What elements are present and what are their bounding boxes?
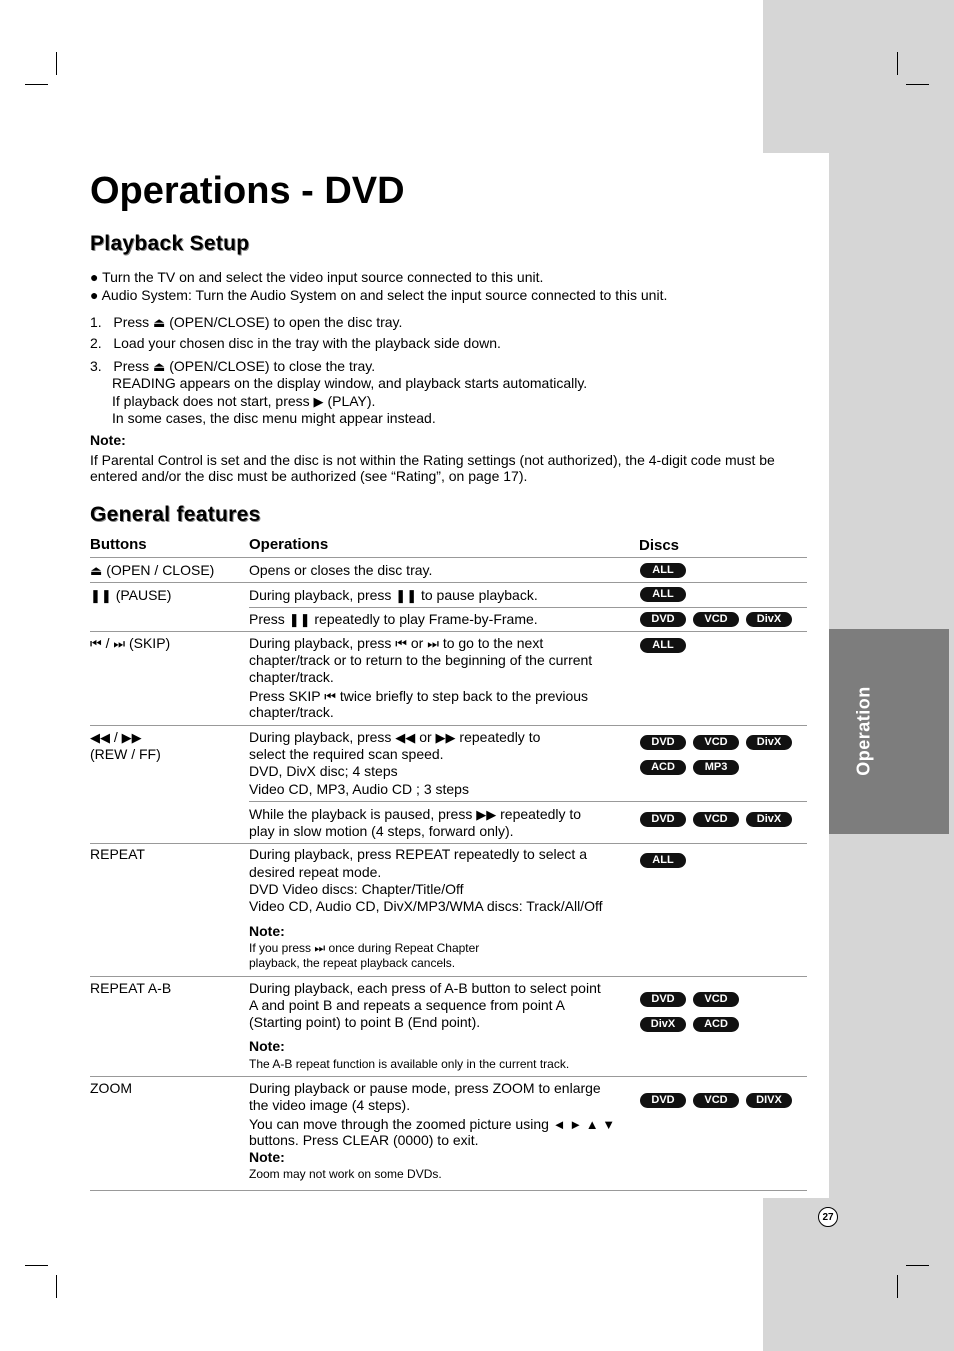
- step-3: 3. Press ⏏ (OPEN/CLOSE) to close the tray.: [90, 358, 376, 374]
- crop-mark: [56, 1275, 57, 1298]
- operation-text: During playback, press ◀◀ or ▶▶ repeatedly to: [249, 729, 541, 745]
- play-icon: ▶: [313, 394, 324, 409]
- bullet-item: ● Turn the TV on and select the video input source connected to this unit.: [90, 269, 544, 285]
- note-text: entered and/or the disc must be authorized (see “Rating”, on page 17).: [90, 468, 528, 484]
- disc-badge: VCD: [693, 612, 739, 627]
- button-rew-ff: ◀◀ / ▶▶: [90, 729, 142, 745]
- operation-text: DVD Video discs: Chapter/Title/Off: [249, 881, 464, 897]
- fast-forward-icon: ▶▶: [435, 730, 456, 745]
- button-repeat: REPEAT: [90, 846, 145, 862]
- skip-back-icon: ⏮: [324, 689, 336, 704]
- pause-icon: ❚❚: [288, 612, 311, 627]
- note-text: If Parental Control is set and the disc is not within the Rating settings (not authorized), the 4-digit code must be: [90, 452, 775, 468]
- page-title: Operations - DVD: [90, 170, 405, 212]
- operation-text: Video CD, Audio CD, DivX/MP3/WMA discs: Track/All/Off: [249, 898, 603, 914]
- disc-badge: ACD: [640, 760, 686, 775]
- table-divider: [90, 725, 807, 726]
- step-3-detail: READING appears on the display window, and playback starts automatically.: [112, 375, 588, 391]
- disc-badge: DivX: [746, 735, 792, 750]
- skip-back-icon: ⏮: [395, 636, 407, 651]
- disc-badge: DivX: [746, 812, 792, 827]
- button-pause: ❚❚ (PAUSE): [90, 587, 172, 603]
- disc-badge: DVD: [640, 612, 686, 627]
- operation-text: Press ❚❚ repeatedly to play Frame-by-Frame.: [249, 611, 538, 627]
- table-divider: [90, 631, 807, 632]
- operation-text: Press SKIP ⏮ twice briefly to step back to the previous: [249, 688, 589, 704]
- fast-forward-icon: ▶▶: [476, 807, 497, 822]
- arrow-keys-icon: ◄ ► ▲ ▼: [552, 1117, 616, 1132]
- operation-text: You can move through the zoomed picture using ◄ ► ▲ ▼: [249, 1116, 616, 1132]
- disc-badge: ALL: [640, 563, 686, 578]
- note-label: Note:: [249, 923, 285, 939]
- disc-badge: VCD: [693, 1093, 739, 1108]
- operation-text: buttons. Press CLEAR (0000) to exit.: [249, 1132, 479, 1148]
- operation-text: select the required scan speed.: [249, 746, 444, 762]
- operation-text: Video CD, MP3, Audio CD ; 3 steps: [249, 781, 469, 797]
- table-divider: [249, 801, 807, 802]
- pause-icon: ❚❚: [395, 588, 418, 603]
- disc-badge: DIVX: [746, 1093, 792, 1108]
- side-panel-top: [763, 0, 954, 153]
- note-text: Zoom may not work on some DVDs.: [249, 1167, 442, 1181]
- crop-mark: [25, 1265, 48, 1266]
- operation-text: chapter/track.: [249, 669, 334, 685]
- skip-back-icon: ⏮: [90, 636, 102, 651]
- side-panel-bottom: [763, 1198, 954, 1351]
- disc-badge: MP3: [693, 760, 739, 775]
- step-2: 2. Load your chosen disc in the tray with the playback side down.: [90, 335, 501, 351]
- disc-badge: VCD: [693, 992, 739, 1007]
- button-zoom: ZOOM: [90, 1080, 132, 1096]
- eject-icon: ⏏: [90, 563, 103, 578]
- table-divider: [90, 843, 807, 844]
- operation-text: DVD, DivX disc; 4 steps: [249, 763, 398, 779]
- note-label: Note:: [249, 1038, 285, 1054]
- rewind-icon: ◀◀: [395, 730, 416, 745]
- crop-mark: [906, 84, 929, 85]
- disc-badge: DivX: [640, 1017, 686, 1032]
- operation-text: During playback, press REPEAT repeatedly to select a: [249, 846, 587, 862]
- operation-text: A and point B and repeats a sequence from point A: [249, 997, 565, 1013]
- skip-forward-icon: ⏭: [427, 636, 439, 651]
- disc-badge: ALL: [640, 638, 686, 653]
- disc-badge: DVD: [640, 812, 686, 827]
- disc-badge: ALL: [640, 853, 686, 868]
- crop-mark: [56, 52, 57, 75]
- table-divider: [90, 582, 807, 583]
- operation-text: During playback, press ❚❚ to pause playback.: [249, 587, 538, 603]
- disc-badge: VCD: [693, 812, 739, 827]
- button-open-close: ⏏ (OPEN / CLOSE): [90, 562, 215, 578]
- operation-text: During playback, press ⏮ or ⏭ to go to the next: [249, 635, 544, 651]
- general-features-heading: General features: [90, 503, 261, 526]
- button-repeat-ab: REPEAT A-B: [90, 980, 172, 996]
- disc-badge: ALL: [640, 587, 686, 602]
- operation-text: the video image (4 steps).: [249, 1097, 411, 1113]
- operation-text: play in slow motion (4 steps, forward only).: [249, 823, 514, 839]
- disc-badge: DVD: [640, 735, 686, 750]
- skip-forward-icon: ⏭: [314, 941, 326, 955]
- operation-text: (Starting point) to point B (End point).: [249, 1014, 481, 1030]
- table-divider: [90, 557, 807, 558]
- disc-badge: DVD: [640, 992, 686, 1007]
- operation-text: During playback, each press of A-B button to select point: [249, 980, 601, 996]
- step-3-detail: In some cases, the disc menu might appear instead.: [112, 410, 436, 426]
- page-number: 27: [818, 1207, 838, 1227]
- operation-text: While the playback is paused, press ▶▶ repeatedly to: [249, 806, 582, 822]
- table-divider: [90, 976, 807, 977]
- pause-icon: ❚❚: [90, 588, 112, 603]
- operation-text: chapter/track.: [249, 704, 334, 720]
- eject-icon: ⏏: [153, 315, 166, 330]
- operation-text: Opens or closes the disc tray.: [249, 562, 433, 578]
- section-tab[interactable]: [829, 629, 949, 834]
- column-header-discs: Discs: [639, 537, 680, 554]
- bullet-item: ● Audio System: Turn the Audio System on and select the input source connected to this unit.: [90, 287, 668, 303]
- rewind-icon: ◀◀: [90, 730, 110, 745]
- button-rew-ff-label: (REW / FF): [90, 746, 161, 762]
- fast-forward-icon: ▶▶: [121, 730, 142, 745]
- disc-badge: DVD: [640, 1093, 686, 1108]
- crop-mark: [897, 1275, 898, 1298]
- note-text: playback, the repeat playback cancels.: [249, 956, 456, 970]
- section-tab-label: Operation: [853, 686, 874, 776]
- button-skip: ⏮ / ⏭ (SKIP): [90, 635, 171, 651]
- disc-badge: VCD: [693, 735, 739, 750]
- crop-mark: [25, 84, 48, 85]
- step-1: 1. Press ⏏ (OPEN/CLOSE) to open the disc tray.: [90, 314, 403, 330]
- skip-forward-icon: ⏭: [113, 636, 126, 651]
- eject-icon: ⏏: [153, 359, 166, 374]
- crop-mark: [906, 1265, 929, 1266]
- operation-text: chapter/track or to return to the beginning of the current: [249, 652, 593, 668]
- operation-text: During playback or pause mode, press ZOOM to enlarge: [249, 1080, 601, 1096]
- step-3-detail: If playback does not start, press ▶ (PLAY).: [112, 393, 376, 409]
- table-divider: [249, 607, 807, 608]
- operation-text: desired repeat mode.: [249, 864, 382, 880]
- playback-setup-heading: Playback Setup: [90, 232, 250, 255]
- column-header-buttons: Buttons: [90, 536, 147, 553]
- note-text: If you press ⏭ once during Repeat Chapter: [249, 941, 480, 955]
- disc-badge: ACD: [693, 1017, 739, 1032]
- column-header-operations: Operations: [249, 536, 329, 553]
- crop-mark: [897, 52, 898, 75]
- disc-badge: DivX: [746, 612, 792, 627]
- note-label: Note:: [90, 432, 126, 448]
- table-divider: [90, 1190, 807, 1191]
- table-divider: [90, 1076, 807, 1077]
- note-text: The A-B repeat function is available only in the current track.: [249, 1057, 570, 1071]
- note-label: Note:: [249, 1149, 285, 1165]
